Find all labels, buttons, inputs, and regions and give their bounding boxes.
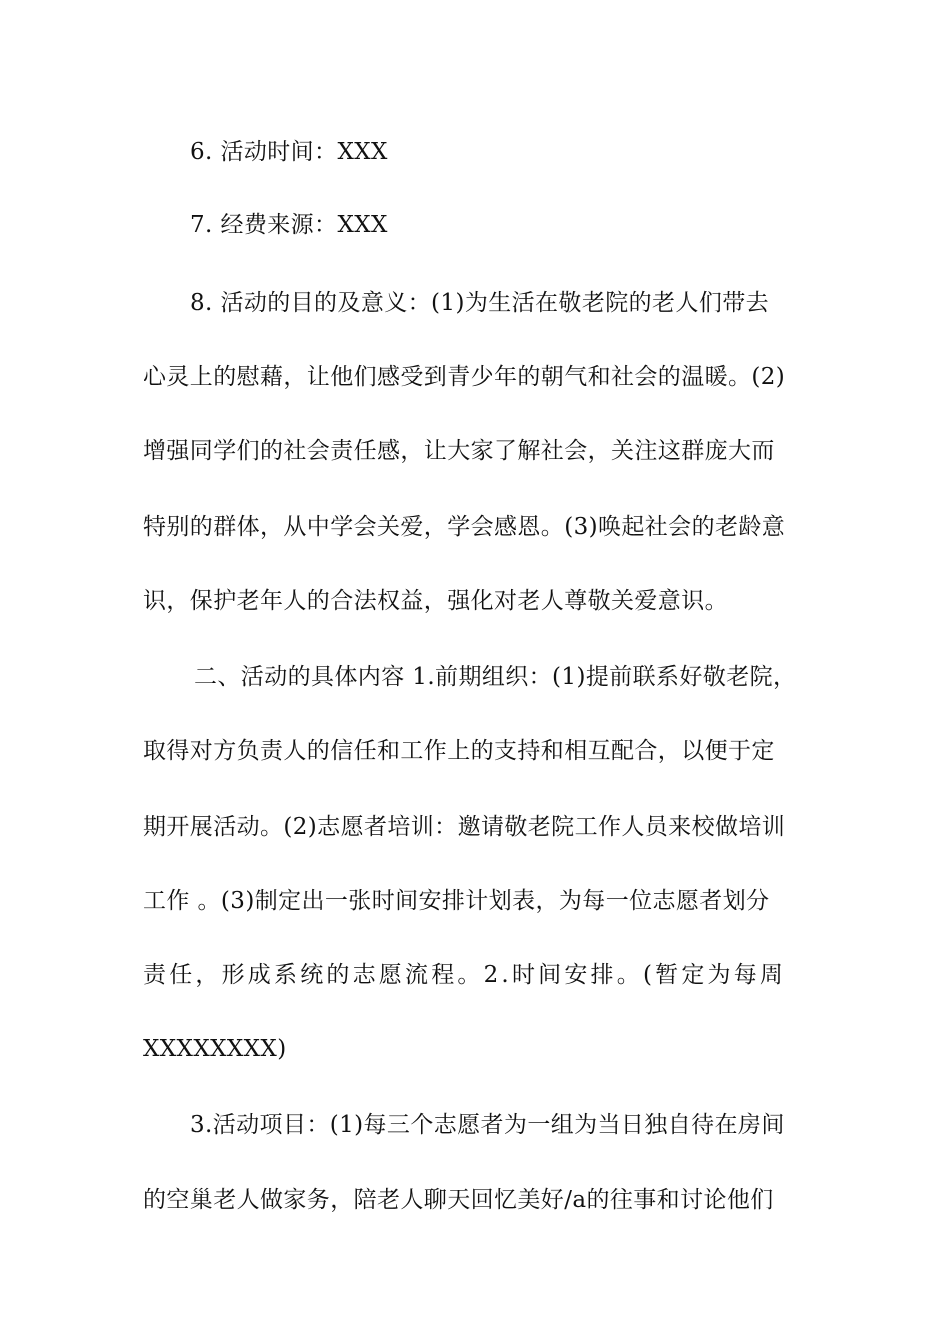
text-line: XXXXXXXX) [143,1036,287,1062]
text-line: 工作 。(3)制定出一张时间安排计划表，为每一位志愿者划分 [143,888,770,914]
text-line: 6. 活动时间：XXX [190,139,388,165]
text-line: 8. 活动的目的及意义：(1)为生活在敬老院的老人们带去 [190,290,770,316]
text-line: 3.活动项目：(1)每三个志愿者为一组为当日独自待在房间 [190,1112,785,1138]
text-line: 期开展活动。(2)志愿者培训：邀请敬老院工作人员来校做培训 [143,814,786,840]
text-line: 识，保护老年人的合法权益，强化对老人尊敬关爱意识。 [143,588,728,614]
text-line: 7. 经费来源：XXX [190,212,388,238]
text-line: 的空巢老人做家务，陪老人聊天回忆美好/a的往事和讨论他们 [143,1187,774,1213]
text-line: 心灵上的慰藉，让他们感受到青少年的朝气和社会的温暖。(2) [143,364,786,390]
text-line: 二、活动的具体内容 1.前期组织：(1)提前联系好敬老院， [194,664,797,690]
text-line: 责任，形成系统的志愿流程。2.时间安排。(暂定为每周 [143,962,787,988]
text-line: 特别的群体，从中学会关爱，学会感恩。(3)唤起社会的老龄意 [143,514,786,540]
text-line: 增强同学们的社会责任感，让大家了解社会，关注这群庞大而 [143,438,775,464]
text-line: 取得对方负责人的信任和工作上的支持和相互配合，以便于定 [143,738,775,764]
